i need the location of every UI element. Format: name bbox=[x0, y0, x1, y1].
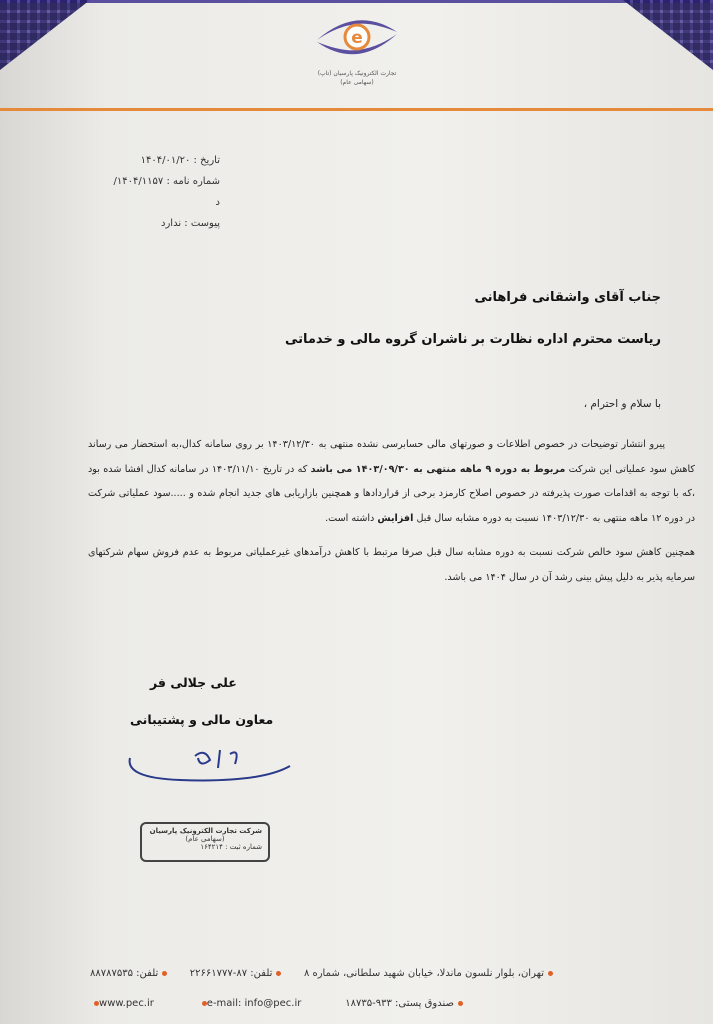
footer-phone-1 bbox=[190, 968, 282, 979]
letter-number: شماره نامه : ۱۴۰۴/۱۱۵۷/د bbox=[113, 176, 220, 208]
letter-meta bbox=[110, 150, 220, 234]
p1-cont: که در تاریخ ۱۴۰۳/۱۱/۱۰ در سامانه کدال افشا شده بود ،که با توجه به اقدامات صورت پذیرفته در خصوص اصلاح کارمزد برخی از قراردادها و همچنین بازاریابی های جدید انجام شده و .....سود عملیاتی شرکت در دوره ۱۲ ماهه منتهی به ۱۴۰۳/۱۲/۳۰ نسبت به دوره مشابه سال قبل bbox=[88, 463, 695, 524]
greeting: با سلام و احترام ، bbox=[583, 398, 661, 410]
phone-1-text: تلفن: ۸۷-۲۲۶۶۱۷۷۷ bbox=[189, 968, 273, 979]
p1-text: پیرو انتشار توضیحات در خصوص اطلاعات و صورتهای مالی حسابرسی نشده منتهی به ۱۴۰۳/۱۲/۳۰ بر روی سامانه کدال،به استحضار می رساند کاهش سود عملیاتی این شرکت bbox=[88, 439, 695, 475]
p1-bold2: افزایش bbox=[377, 512, 414, 524]
recipient-title: ریاست محترم اداره نظارت بر ناشران گروه مالی و خدماتی bbox=[284, 332, 661, 347]
company-name: تجارت الکترونیک پارسیان (تاپ) bbox=[317, 70, 397, 77]
eye-logo-icon bbox=[312, 10, 402, 65]
address-text: تهران، بلوار نلسون ماندلا، خیابان شهید سلطانی، شماره ۸ bbox=[303, 968, 544, 979]
signer-position: معاون مالی و پشتیبانی bbox=[130, 712, 274, 727]
p1-end: داشته است. bbox=[325, 512, 378, 524]
footer-phone-2 bbox=[90, 968, 167, 979]
stamp-line-2: (سهامی عام) bbox=[185, 835, 225, 843]
company-logo bbox=[312, 10, 402, 87]
footer-email[interactable] bbox=[198, 998, 302, 1009]
letter-date: تاریخ : ۱۴۰۴/۰۱/۲۰ bbox=[140, 155, 220, 166]
footer-row-2 bbox=[90, 998, 463, 1009]
stamp-line-3: شماره ثبت : ۱۶۴۲۱۴ bbox=[200, 843, 262, 851]
phone-2-text: تلفن: ۸۸۷۸۷۵۳۵ bbox=[90, 968, 159, 979]
recipient-name: جناب آقای واشقانی فراهانی bbox=[474, 290, 661, 305]
paragraph-2: همچنین کاهش سود خالص شرکت نسبت به دوره مشابه سال قبل صرفا مرتبط با کاهش درآمدهای غیرعملیاتی مربوط به عدم فروش سهام شرکتهای سرمایه پذیر به دلیل پیش بینی رشد آن در سال ۱۴۰۴ می باشد. bbox=[88, 547, 695, 583]
p1-bold: مربوط به دوره ۹ ماهه منتهی به ۱۴۰۳/۰۹/۳۰ می باشد bbox=[310, 463, 566, 475]
company-type: (سهامی عام) bbox=[340, 79, 374, 86]
letter-attachment: پیوست : ندارد bbox=[161, 218, 220, 229]
header-rule bbox=[0, 108, 713, 111]
corner-pattern-right bbox=[623, 0, 713, 70]
website-link[interactable]: www.pec.ir bbox=[99, 998, 154, 1009]
stamp-line-1: شرکت تجارت الکترونیک پارسیان bbox=[149, 827, 262, 835]
top-border bbox=[0, 0, 713, 3]
footer-address bbox=[304, 968, 553, 979]
signer-name: علی جلالی فر bbox=[150, 675, 237, 690]
footer-po-box bbox=[345, 998, 463, 1009]
handwritten-signature bbox=[120, 738, 300, 788]
footer-row-1 bbox=[90, 968, 553, 979]
paragraph-1 bbox=[88, 433, 695, 531]
footer-website[interactable] bbox=[90, 998, 154, 1009]
letter-body bbox=[88, 433, 695, 600]
svg-text:e: e bbox=[351, 28, 363, 48]
po-box-text: صندوق پستی: ۹۳۳-۱۸۷۳۵ bbox=[345, 998, 454, 1009]
corner-pattern-left bbox=[0, 0, 90, 70]
company-stamp bbox=[140, 822, 270, 862]
email-link[interactable]: e-mail: info@pec.ir bbox=[206, 998, 302, 1009]
